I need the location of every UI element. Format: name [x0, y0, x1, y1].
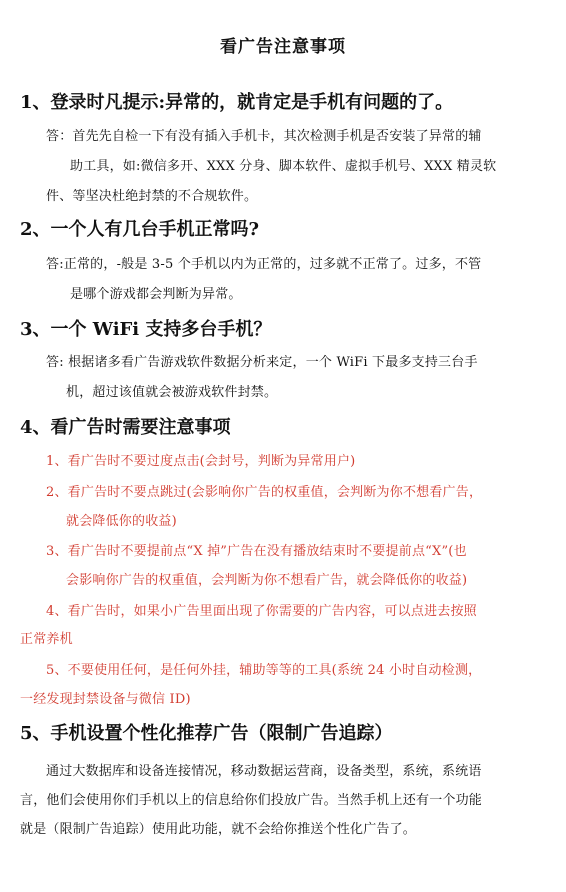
section-2-heading: 2、一个人有几台手机正常吗?	[20, 219, 260, 240]
section-4-line-3: 就会降低你的收益)	[66, 514, 177, 529]
section-2-line-2: 是哪个游戏都会判断为异常。	[70, 287, 242, 302]
section-1-line-3: 件、等坚决杜绝封禁的不合规软件。	[46, 189, 258, 204]
section-4-line-4: 3、看广告时不要提前点“X 掉”广告在没有播放结束时不要提前点“X”(也	[46, 544, 467, 559]
section-4-line-9: 一经发现封禁设备与微信 ID)	[20, 692, 191, 707]
section-4-line-5: 会影响你广告的权重值，会判断为你不想看广告，就会降低你的收益)	[66, 573, 468, 588]
section-5-line-1: 通过大数据库和设备连接情况，移动数据运营商，设备类型，系统，系统语	[46, 764, 482, 779]
section-4-line-2: 2、看广告时不要点跳过(会影响你广告的权重值，会判断为你不想看广告，	[46, 485, 483, 500]
section-4-line-7: 正常养机	[20, 632, 73, 647]
section-5-line-2: 言，他们会使用你们手机以上的信息给你们投放广告。当然手机上还有一个功能	[20, 793, 483, 808]
section-2-line-1: 答:正常的，-般是 3-5 个手机以内为正常的，过多就不正常了。过多，不管	[46, 257, 482, 272]
section-5-heading: 5、手机设置个性化推荐广告（限制广告追踪）	[20, 723, 393, 744]
section-4-heading: 4、看广告时需要注意事项	[20, 417, 231, 438]
section-1-line-1: 答：首先先自检一下有没有插入手机卡，其次检测手机是否安装了异常的辅	[46, 129, 482, 144]
section-1-heading: 1、登录时凡提示:异常的，就肯定是手机有问题的了。	[20, 92, 454, 113]
section-4-line-6: 4、看广告时，如果小广告里面出现了你需要的广告内容，可以点进去按照	[46, 604, 477, 619]
document-title: 看广告注意事项	[220, 37, 346, 57]
section-3-heading: 3、一个 WiFi 支持多台手机？	[20, 319, 272, 340]
section-1-line-2: 助工具，如:微信多开、XXX 分身、脚本软件、虚拟手机号、XXX 精灵软	[70, 159, 497, 174]
section-5-line-3: 就是（限制广告追踪）使用此功能，就不会给你推送个性化广告了。	[20, 822, 417, 837]
section-3-line-1: 答: 根据诸多看广告游戏软件数据分析来定，一个 WiFi 下最多支持三台手	[46, 355, 478, 370]
section-3-line-2: 机，超过该值就会被游戏软件封禁。	[66, 385, 278, 400]
section-4-line-8: 5、不要使用任何，是任何外挂，辅助等等的工具(系统 24 小时自动检测，	[46, 663, 482, 678]
section-4-line-1: 1、看广告时不要过度点击(会封号，判断为异常用户)	[46, 454, 356, 469]
